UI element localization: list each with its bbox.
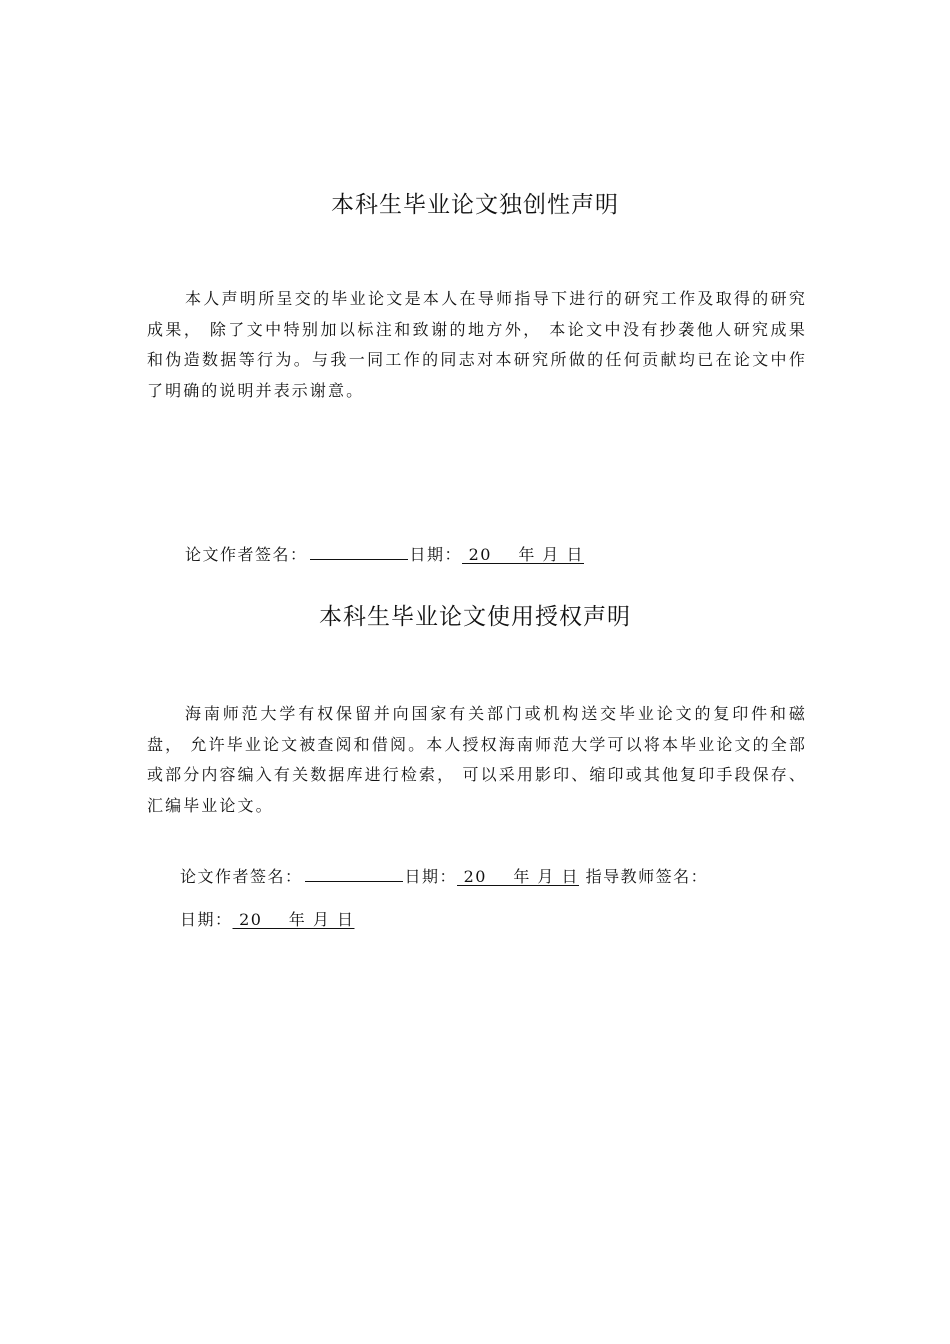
date-label: 日期： (409, 545, 463, 564)
advisor-date-field[interactable]: 20 年 月 日 (232, 910, 355, 929)
date-field[interactable]: 20 年 月 日 (462, 545, 584, 564)
originality-signature-line (185, 542, 584, 565)
authorization-statement-title: 本科生毕业论文使用授权声明 (319, 604, 631, 630)
advisor-date-label: 日期： (180, 910, 233, 929)
originality-statement-title: 本科生毕业论文独创性声明 (331, 192, 619, 218)
author-signature-field[interactable] (305, 867, 403, 882)
advisor-date-line (180, 907, 354, 930)
date-field[interactable]: 20 年 月 日 (457, 867, 579, 886)
author-signature-field[interactable] (310, 545, 408, 560)
date-label: 日期： (404, 867, 458, 886)
author-signature-label: 论文作者签名： (180, 867, 303, 886)
author-signature-label: 论文作者签名： (185, 545, 308, 564)
authorization-signature-line (180, 864, 708, 887)
authorization-statement-body: 海南师范大学有权保留并向国家有关部门或机构送交毕业论文的复印件和磁盘， 允许毕业论文被查阅和借阅。本人授权海南师范大学可以将本毕业论文的全部或部分内容编入有关数据库进行检索， 可以采用影印、缩印或其他复印手段保存、汇编毕业论文。 (147, 704, 807, 815)
advisor-signature-label: 指导教师签名： (585, 867, 709, 886)
originality-statement-body: 本人声明所呈交的毕业论文是本人在导师指导下进行的研究工作及取得的研究成果， 除了文中特别加以标注和致谢的地方外， 本论文中没有抄袭他人研究成果和伪造数据等行为。与我一同工作的同志对本研究所做的任何贡献均已在论文中作了明确的说明并表示谢意。 (147, 289, 807, 400)
